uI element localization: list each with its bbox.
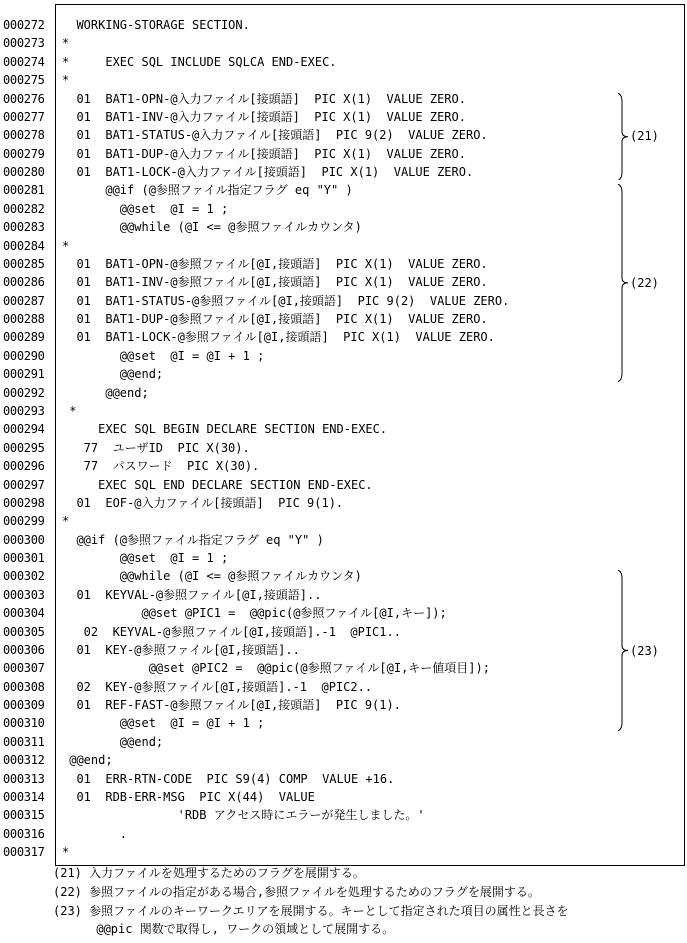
code-line: @@set @I = @I + 1 ;: [62, 716, 265, 731]
line-number: 000304: [3, 606, 45, 621]
line-number: 000313: [3, 771, 45, 786]
line-number: 000286: [3, 275, 45, 290]
code-line: @@end;: [62, 385, 149, 400]
code-line: 01 KEY-@参照ファイル[@I,接頭語]..: [62, 642, 300, 657]
code-line: 01 BAT1-LOCK-@入力ファイル[接頭語] PIC X(1) VALUE ZERO.: [62, 165, 474, 180]
line-number: 000309: [3, 698, 45, 713]
line-number: 000283: [3, 220, 45, 235]
code-line: 01 BAT1-DUP-@参照ファイル[@I,接頭語] PIC X(1) VALUE ZERO.: [62, 312, 488, 327]
brace-icon: [616, 184, 630, 382]
line-number: 000273: [3, 36, 45, 51]
line-number: 000306: [3, 642, 45, 657]
line-number: 000295: [3, 440, 45, 455]
code-line: @@set @PIC2 = @@pic(@参照ファイル[@I,キー値項目]);: [62, 661, 490, 676]
line-number: 000280: [3, 165, 45, 180]
line-number: 000317: [3, 845, 45, 860]
code-line: @@if (@参照ファイル指定フラグ eq "Y" ): [62, 532, 324, 547]
line-number: 000293: [3, 403, 45, 418]
code-line: *: [62, 36, 70, 51]
code-line: @@if (@参照ファイル指定フラグ eq "Y" ): [62, 183, 353, 198]
line-number: 000297: [3, 477, 45, 492]
line-number: 000310: [3, 716, 45, 731]
footnote-23: (23) 参照ファイルのキーワークエリアを展開する。キーとして指定された項目の属性と長さを: [53, 904, 569, 918]
line-number: 000288: [3, 312, 45, 327]
line-number: 000300: [3, 532, 45, 547]
line-number: 000290: [3, 348, 45, 363]
code-line: 01 KEYVAL-@参照ファイル[@I,接頭語]..: [62, 587, 322, 602]
code-line: 'RDB アクセス時にエラーが発生しました。': [62, 808, 425, 823]
line-number: 000292: [3, 385, 45, 400]
code-line: 77 ユーザID PIC X(30).: [62, 440, 250, 455]
code-line: @@set @I = @I + 1 ;: [62, 348, 265, 363]
code-line: 01 BAT1-DUP-@入力ファイル[接頭語] PIC X(1) VALUE ZERO.: [62, 146, 466, 161]
code-line: 01 EOF-@入力ファイル[接頭語] PIC 9(1).: [62, 495, 344, 510]
code-line: @@end;: [62, 753, 113, 768]
footnote-21: (21) 入力ファイルを処理するためのフラグを展開する。: [53, 866, 365, 880]
code-line: *: [62, 403, 77, 418]
code-line: @@set @PIC1 = @@pic(@参照ファイル[@I,キー]);: [62, 606, 447, 621]
line-number: 000302: [3, 569, 45, 584]
code-line: 01 REF-FAST-@参照ファイル[@I,接頭語] PIC 9(1).: [62, 698, 401, 713]
code-line: 01 BAT1-STATUS-@入力ファイル[接頭語] PIC 9(2) VALUE ZERO.: [62, 128, 488, 143]
code-line: EXEC SQL BEGIN DECLARE SECTION END-EXEC.: [62, 422, 388, 437]
line-number: 000312: [3, 753, 45, 768]
line-number: 000279: [3, 146, 45, 161]
code-line: 77 パスワード PIC X(30).: [62, 459, 260, 474]
line-number: 000307: [3, 661, 45, 676]
line-number: 000275: [3, 73, 45, 88]
brace-icon: [616, 570, 630, 731]
line-number: 000278: [3, 128, 45, 143]
code-line: 01 RDB-ERR-MSG PIC X(44) VALUE: [62, 789, 315, 804]
line-number: 000284: [3, 238, 45, 253]
code-line: 01 BAT1-INV-@参照ファイル[@I,接頭語] PIC X(1) VALUE ZERO.: [62, 275, 488, 290]
line-number: 000314: [3, 789, 45, 804]
code-line: @@set @I = 1 ;: [62, 551, 229, 566]
code-line: 01 BAT1-OPN-@入力ファイル[接頭語] PIC X(1) VALUE ZERO.: [62, 91, 466, 106]
footnote-23-continued: @@pic 関数で取得し, ワークの領域として展開する。: [53, 922, 395, 936]
code-line: @@end;: [62, 367, 164, 382]
footnote-22: (22) 参照ファイルの指定がある場合,参照ファイルを処理するためのフラグを展開する。: [53, 885, 540, 899]
code-line: @@end;: [62, 734, 164, 749]
code-line: 01 BAT1-INV-@入力ファイル[接頭語] PIC X(1) VALUE ZERO.: [62, 109, 466, 124]
line-number: 000296: [3, 459, 45, 474]
code-line: EXEC SQL END DECLARE SECTION END-EXEC.: [62, 477, 373, 492]
code-line: .: [62, 826, 128, 841]
line-number: 000282: [3, 201, 45, 216]
code-line: * EXEC SQL INCLUDE SQLCA END-EXEC.: [62, 54, 337, 69]
line-number: 000289: [3, 330, 45, 345]
line-number: 000277: [3, 109, 45, 124]
line-number: 000291: [3, 367, 45, 382]
line-number: 000298: [3, 495, 45, 510]
line-number: 000276: [3, 91, 45, 106]
line-number: 000274: [3, 54, 45, 69]
code-line: @@set @I = 1 ;: [62, 201, 229, 216]
line-number: 000299: [3, 514, 45, 529]
line-number: 000303: [3, 587, 45, 602]
code-line: *: [62, 845, 70, 860]
line-number: 000272: [3, 18, 45, 32]
line-number: 000311: [3, 734, 45, 749]
code-line: *: [62, 514, 70, 529]
code-line: @@while (@I <= @参照ファイルカウンタ): [62, 220, 362, 235]
code-line: 01 BAT1-LOCK-@参照ファイル[@I,接頭語] PIC X(1) VALUE ZERO.: [62, 330, 495, 345]
line-number: 000294: [3, 422, 45, 437]
code-line: 02 KEY-@参照ファイル[@I,接頭語].-1 @PIC2..: [62, 679, 373, 694]
code-line: *: [62, 73, 70, 88]
code-line: WORKING-STORAGE SECTION.: [62, 18, 250, 32]
code-line: 01 ERR-RTN-CODE PIC S9(4) COMP VALUE +16.: [62, 771, 395, 786]
line-number: 000305: [3, 624, 45, 639]
brace-label: (22): [630, 276, 659, 291]
brace-label: (23): [630, 643, 659, 658]
line-number: 000301: [3, 551, 45, 566]
code-line: 01 BAT1-OPN-@参照ファイル[@I,接頭語] PIC X(1) VALUE ZERO.: [62, 256, 488, 271]
code-line: 01 BAT1-STATUS-@参照ファイル[@I,接頭語] PIC 9(2) VALUE ZERO.: [62, 293, 510, 308]
line-number: 000287: [3, 293, 45, 308]
brace-label: (21): [630, 129, 659, 144]
line-number: 000316: [3, 826, 45, 841]
brace-icon: [616, 93, 630, 181]
line-number: 000308: [3, 679, 45, 694]
code-line: *: [62, 238, 70, 253]
line-number: 000315: [3, 808, 45, 823]
line-number: 000281: [3, 183, 45, 198]
code-line: 02 KEYVAL-@参照ファイル[@I,接頭語].-1 @PIC1..: [62, 624, 401, 639]
code-line: @@while (@I <= @参照ファイルカウンタ): [62, 569, 362, 584]
line-number: 000285: [3, 256, 45, 271]
